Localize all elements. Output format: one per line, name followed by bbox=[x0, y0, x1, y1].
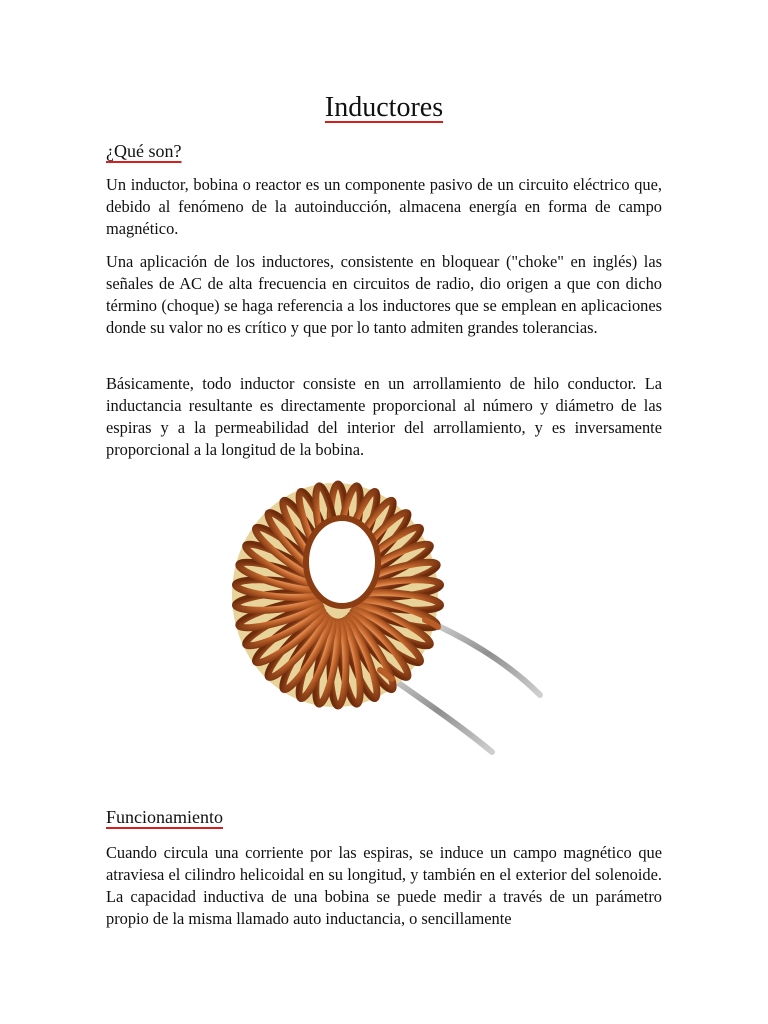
paragraph-basic-construction: Básicamente, todo inductor consiste en un arrollamiento de hilo conductor. La inductancia resultante es directamente proporcional al número y diámetro de las espiras y a la permeabilidad del interior del arrollamiento, y es inversamente proporcional a la longitud de la bobina. bbox=[106, 374, 662, 459]
document-title bbox=[0, 92, 768, 124]
toroidal-inductor-icon bbox=[220, 470, 560, 770]
section-heading-funcionamiento bbox=[106, 806, 223, 828]
section-heading-funcionamiento-text: Funcionamiento bbox=[106, 807, 223, 827]
section-heading-que-son-text: ¿Qué son? bbox=[106, 141, 182, 161]
paragraph-choke-application: Una aplicación de los inductores, consistente en bloquear ("choke" en inglés) las señales de AC de alta frecuencia en circuitos de radio, dio origen a que con dicho término (choque) se haga referencia a los inductores que se emplean en aplicaciones donde su valor no es crítico y que por lo tanto admiten grandes tolerancias. bbox=[106, 252, 662, 337]
toroidal-inductor-image bbox=[220, 470, 560, 770]
core-hole bbox=[306, 518, 378, 606]
document-title-text: Inductores bbox=[324, 92, 444, 123]
paragraph-funcionamiento: Cuando circula una corriente por las espiras, se induce un campo magnético que atraviesa el cilindro helicoidal en su longitud, y también en el exterior del solenoide. La capacidad inductiva de una bobina se puede medir a través de un parámetro propio de la misma llamado auto inductancia, o sencillamente bbox=[106, 843, 662, 928]
section-heading-que-son bbox=[106, 140, 181, 162]
paragraph-definition: Un inductor, bobina o reactor es un componente pasivo de un circuito eléctrico que, debido al fenómeno de la autoinducción, almacena energía en forma de campo magnético. bbox=[106, 175, 662, 238]
right-lead bbox=[425, 620, 540, 695]
